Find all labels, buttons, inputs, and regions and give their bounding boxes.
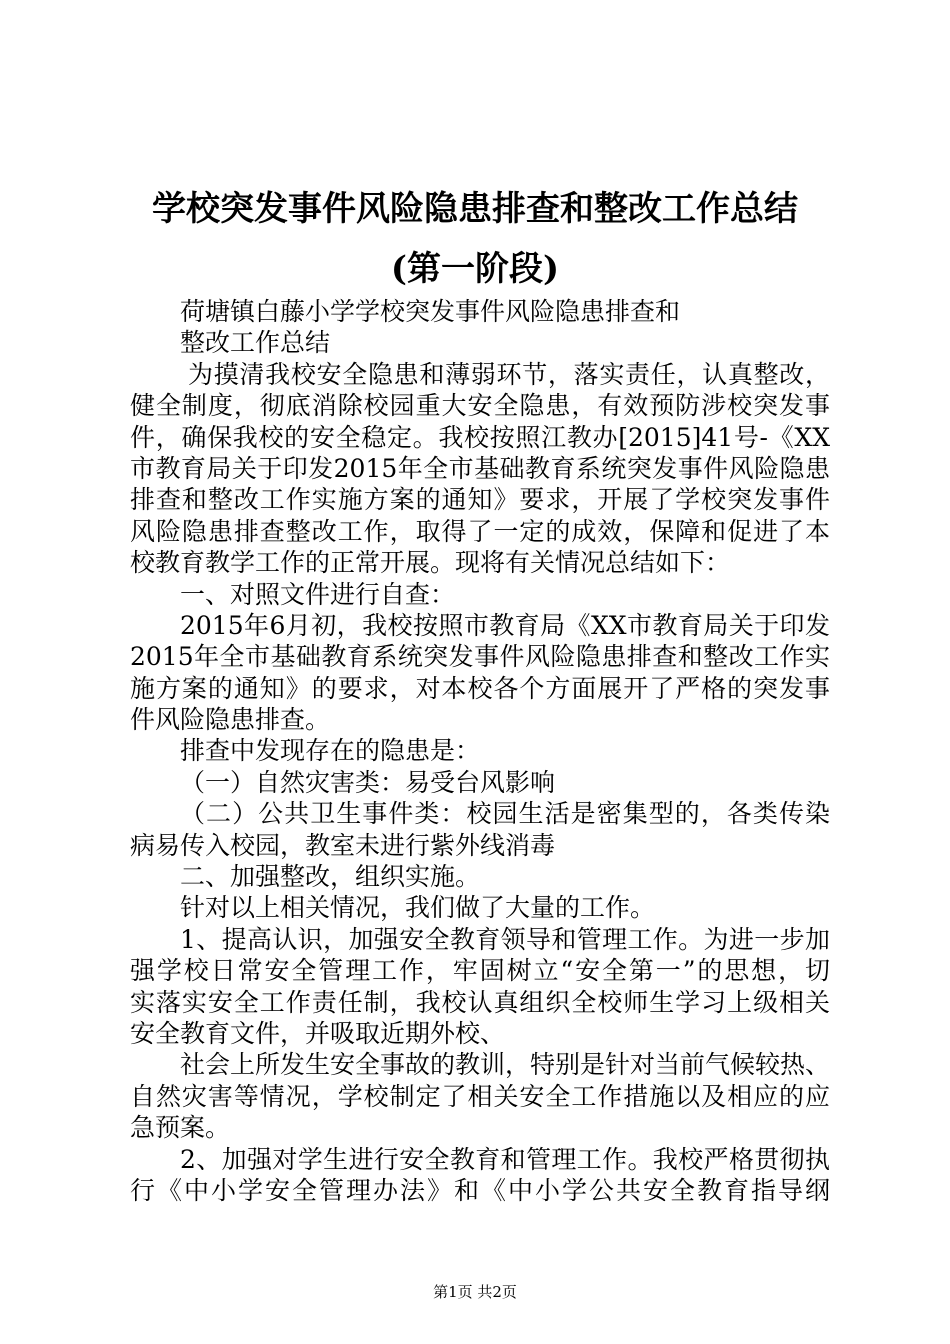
document-title-line-2: (第一阶段) (390, 249, 560, 289)
list-item: （一）自然灾害类：易受台风影响 (180, 767, 556, 797)
paragraph-line: 2015年6月初，我校按照市教育局《XX市教育局关于印发 (180, 610, 830, 640)
document-body (130, 296, 830, 1206)
paragraph-line: 针对以上相关情况，我们做了大量的工作。 (180, 893, 656, 923)
list-item: （二）公共卫生事件类：校园生活是密集型的，各类传染 (180, 799, 830, 829)
page-number-footer: 第1页 共2页 (433, 1283, 517, 1301)
paragraph-line: 排查中发现存在的隐患是： (180, 736, 481, 766)
paragraph-line: 施方案的通知》的要求，对本校各个方面展开了严格的突发事 (130, 673, 830, 703)
paragraph-line: 实落实安全工作责任制，我校认真组织全校师生学习上级相关 (130, 987, 830, 1017)
paragraph-line: 2、加强对学生进行安全教育和管理工作。我校严格贯彻执 (180, 1144, 830, 1174)
paragraph-line: 2015年全市基础教育系统突发事件风险隐患排查和整改工作实 (130, 642, 830, 672)
paragraph-line: 急预案。 (130, 1113, 231, 1143)
paragraph-line: 健全制度，彻底消除校园重大安全隐患，有效预防涉校突发事 (130, 391, 830, 421)
paragraph-line: 病易传入校园，教室未进行紫外线消毒 (130, 830, 556, 860)
paragraph-line: 件，确保我校的安全稳定。我校按照江教办[2015]41号-《XX (130, 422, 830, 452)
paragraph-line: 1、提高认识，加强安全教育领导和管理工作。为进一步加 (180, 924, 830, 954)
paragraph-line: 社会上所发生安全事故的教训，特别是针对当前气候较热、 (180, 1050, 831, 1080)
document-title-line-1: 学校突发事件风险隐患排查和整改工作总结 (152, 189, 798, 229)
paragraph-line: 件风险隐患排查。 (130, 705, 331, 735)
subtitle-line: 荷塘镇白藤小学学校突发事件风险隐患排查和 (180, 297, 681, 326)
paragraph-line: 行《中小学安全管理办法》和《中小学公共安全教育指导纲 (130, 1175, 830, 1205)
paragraph-line: 安全教育文件，并吸取近期外校、 (130, 1018, 506, 1048)
paragraph-line: 自然灾害等情况，学校制定了相关安全工作措施以及相应的应 (130, 1081, 830, 1111)
section-heading: 二、加强整改，组织实施。 (180, 862, 481, 892)
paragraph-line: 排查和整改工作实施方案的通知》要求，开展了学校突发事件 (130, 485, 830, 515)
paragraph-line: 为摸清我校安全隐患和薄弱环节，落实责任，认真整改， (188, 359, 830, 389)
paragraph-line: 市教育局关于印发2015年全市基础教育系统突发事件风险隐患 (130, 453, 830, 483)
paragraph-line: 校教育教学工作的正常开展。现将有关情况总结如下： (130, 548, 731, 578)
paragraph-line: 强学校日常安全管理工作，牢固树立“安全第一”的思想，切 (130, 956, 830, 986)
section-heading: 一、对照文件进行自查： (180, 579, 456, 609)
subtitle-line: 整改工作总结 (180, 328, 331, 358)
paragraph-line: 风险隐患排查整改工作，取得了一定的成效，保障和促进了本 (130, 516, 830, 546)
